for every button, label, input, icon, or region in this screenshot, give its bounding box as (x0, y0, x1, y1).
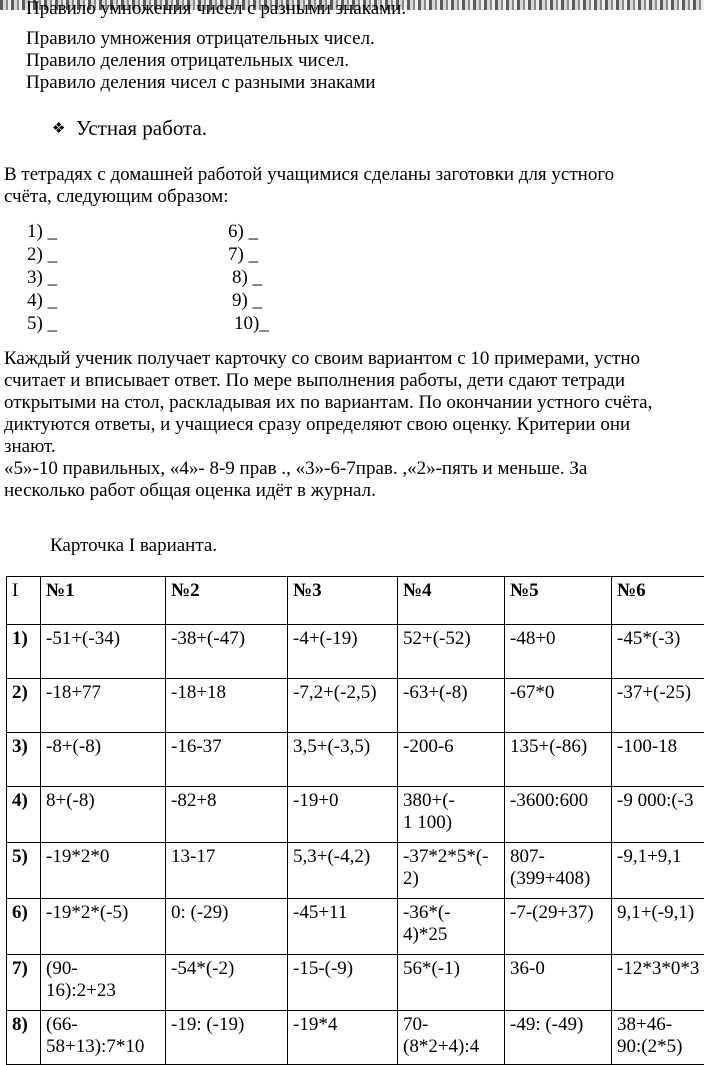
list-item (27, 266, 327, 289)
section-heading (52, 117, 207, 140)
rule-line-1: Правило умножения чисел с разными знаками. (26, 0, 406, 20)
table-cell: -4+(-19) (288, 625, 398, 679)
list-item-right: 6) _ (228, 220, 258, 243)
intro-paragraph (4, 164, 664, 208)
table-cell: -63+(-8) (398, 679, 505, 733)
row-label: 1) (7, 625, 41, 679)
column-header: №1 (41, 577, 166, 625)
table-cell: -18+77 (41, 679, 166, 733)
table-cell: 135+(-86) (505, 733, 612, 787)
exercise-table (6, 576, 704, 1065)
table-cell: -37*2*5*(- 2) (398, 843, 505, 899)
table-cell: 56*(-1) (398, 955, 505, 1011)
table-cell: -51+(-34) (41, 625, 166, 679)
list-item-left: 4) _ (27, 289, 57, 312)
list-item-left: 1) _ (27, 220, 57, 243)
table-cell: -19*4 (288, 1011, 398, 1065)
table-cell: -9 000:(-3 (612, 787, 704, 843)
table-cell: -200-6 (398, 733, 505, 787)
column-header: №5 (505, 577, 612, 625)
table-row (7, 733, 704, 787)
paragraph-line: диктуются ответы, и учащиеся сразу определяют свою оценку. Критерии они (4, 414, 704, 436)
table-row (7, 843, 704, 899)
column-header: №4 (398, 577, 505, 625)
table-cell: 3,5+(-3,5) (288, 733, 398, 787)
list-item-right: 9) _ (232, 289, 262, 312)
paragraph-line: знают. (4, 436, 704, 458)
table-cell: 9,1+(-9,1) (612, 899, 704, 955)
list-item (27, 243, 327, 266)
table-cell: 8+(-8) (41, 787, 166, 843)
paragraph-line: открытыми на стол, раскладывая их по вариантам. По окончании устного счёта, (4, 392, 704, 414)
column-header: №3 (288, 577, 398, 625)
table-cell: -18+18 (166, 679, 288, 733)
table-cell: -9,1+9,1 (612, 843, 704, 899)
list-item (27, 312, 327, 335)
table-cell: -38+(-47) (166, 625, 288, 679)
table-cell: -54*(-2) (166, 955, 288, 1011)
table-cell: -19: (-19) (166, 1011, 288, 1065)
intro-text: В тетрадях с домашней работой учащимися сделаны заготовки для устного счёта, следующим образом: (4, 164, 664, 208)
paragraph-line: считает и вписывает ответ. По мере выполнения работы, дети сдают тетради (4, 370, 704, 392)
table-cell: -48+0 (505, 625, 612, 679)
table-cell: 13-17 (166, 843, 288, 899)
table-cell: -36*(- 4)*25 (398, 899, 505, 955)
table-body (7, 625, 704, 1065)
table-row (7, 955, 704, 1011)
description-paragraph (4, 348, 704, 502)
table-cell: 807- (399+408) (505, 843, 612, 899)
table-cell: 38+46- 90:(2*5) (612, 1011, 704, 1065)
rule-line-4: Правило деления чисел с разными знаками (26, 72, 376, 94)
row-label: 3) (7, 733, 41, 787)
table-cell: -82+8 (166, 787, 288, 843)
column-header: №6 (612, 577, 704, 625)
table-row (7, 899, 704, 955)
table-cell: 52+(-52) (398, 625, 505, 679)
table-cell: -3600:600 (505, 787, 612, 843)
list-item-right: 8) _ (232, 266, 262, 289)
table-cell: -49: (-49) (505, 1011, 612, 1065)
table-cell: 70- (8*2+4):4 (398, 1011, 505, 1065)
table-cell: (66- 58+13):7*10 (41, 1011, 166, 1065)
list-item-left: 3) _ (27, 266, 57, 289)
table-cell: -7,2+(-2,5) (288, 679, 398, 733)
table-cell: 380+(- 1 100) (398, 787, 505, 843)
table-cell: -19+0 (288, 787, 398, 843)
table-cell: -15-(-9) (288, 955, 398, 1011)
list-item-right: 10)_ (234, 312, 269, 335)
table-row (7, 679, 704, 733)
card-title: Карточка I варианта. (50, 535, 217, 557)
table-row (7, 1011, 704, 1065)
table-cell: -12*3*0*3 (612, 955, 704, 1011)
table-cell: -19*2*(-5) (41, 899, 166, 955)
row-label: 4) (7, 787, 41, 843)
table-cell: -100-18 (612, 733, 704, 787)
rule-line-3: Правило деления отрицательных чисел. (26, 50, 349, 72)
list-item-left: 2) _ (27, 243, 57, 266)
table-cell: 36-0 (505, 955, 612, 1011)
table-row (7, 625, 704, 679)
table-cell: 0: (-29) (166, 899, 288, 955)
table-cell: -16-37 (166, 733, 288, 787)
table-cell: -7-(29+37) (505, 899, 612, 955)
row-label: 6) (7, 899, 41, 955)
table-cell: (90- 16):2+23 (41, 955, 166, 1011)
table-cell: -45*(-3) (612, 625, 704, 679)
table-header-row (7, 577, 704, 625)
list-item (27, 220, 327, 243)
row-label: 5) (7, 843, 41, 899)
row-label: 2) (7, 679, 41, 733)
table-row (7, 787, 704, 843)
table-corner-cell: I (7, 577, 41, 625)
table-cell: -45+11 (288, 899, 398, 955)
numbered-list (27, 220, 327, 335)
row-label: 8) (7, 1011, 41, 1065)
rule-line-2: Правило умножения отрицательных чисел. (26, 28, 375, 50)
paragraph-line: «5»-10 правильных, «4»- 8-9 прав ., «3»-6-7прав. ,«2»-пять и меньше. За (4, 458, 704, 480)
table-cell: 5,3+(-4,2) (288, 843, 398, 899)
list-item-right: 7) _ (228, 243, 258, 266)
diamond-bullet-icon: ❖ (52, 118, 72, 140)
paragraph-line: Каждый ученик получает карточку со своим вариантом с 10 примерами, устно (4, 348, 704, 370)
column-header: №2 (166, 577, 288, 625)
table-cell: -67*0 (505, 679, 612, 733)
row-label: 7) (7, 955, 41, 1011)
list-item-left: 5) _ (27, 312, 57, 335)
paragraph-line: несколько работ общая оценка идёт в журнал. (4, 480, 704, 502)
table-cell: -37+(-25) (612, 679, 704, 733)
list-item (27, 289, 327, 312)
section-heading-text: Устная работа. (76, 116, 207, 140)
table-cell: -8+(-8) (41, 733, 166, 787)
table-cell: -19*2*0 (41, 843, 166, 899)
